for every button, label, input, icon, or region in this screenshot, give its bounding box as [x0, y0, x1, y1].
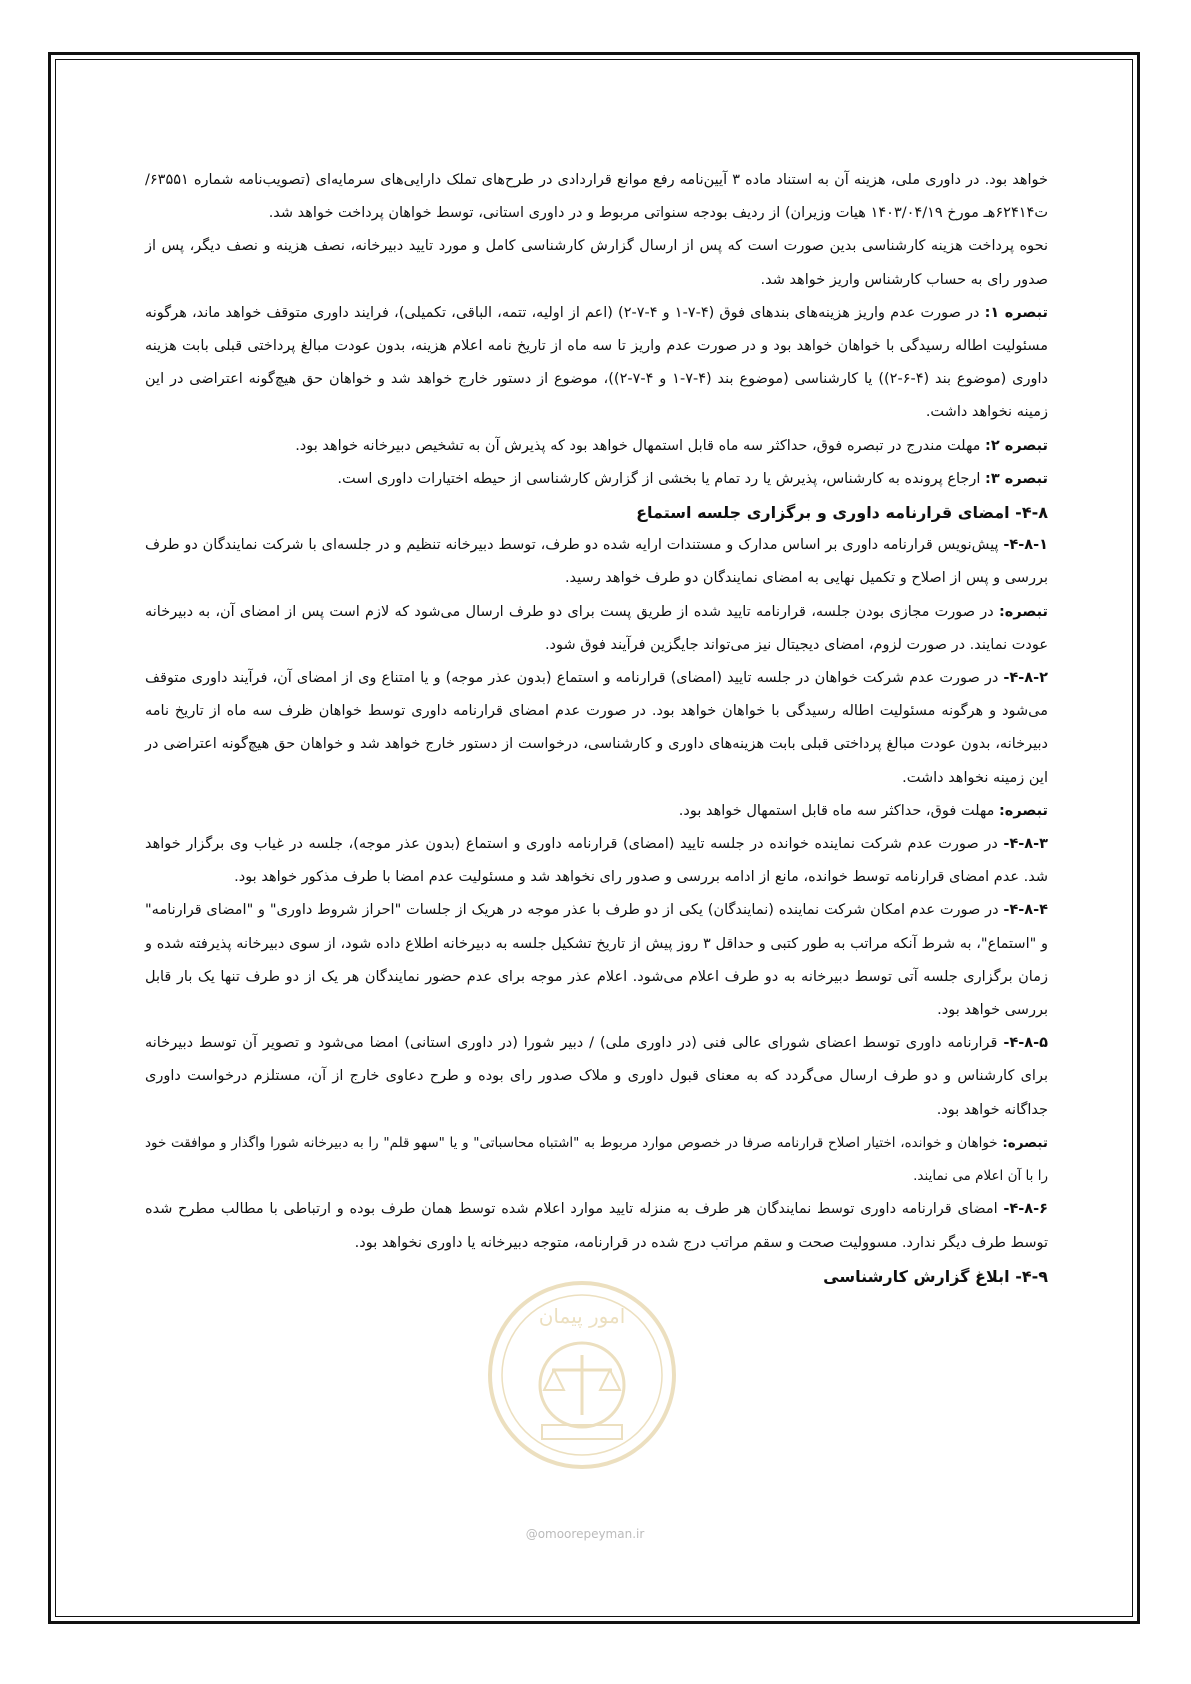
clause-4-8-2	[145, 662, 1048, 795]
clause-4-8-2-label: ۴-۸-۲-	[1003, 670, 1048, 687]
clause-4-8-6	[145, 1193, 1048, 1259]
section-heading-4-9: ۴-۹- ابلاغ گزارش کارشناسی	[823, 1266, 1048, 1286]
note-correction-label: تبصره:	[1002, 1134, 1048, 1151]
paragraph-cost-national: خواهد بود. در داوری ملی، هزینه آن به استناد ماده ۳ آیین‌نامه رفع موانع قراردادی در طرح‌های تملک دارایی‌های سرمایه‌ای (تصویب‌نامه شماره ۶۳۵۵۱/ت۶۲۴۱۴هـ مورخ ۱۴۰۳/۰۴/۱۹ هیات وزیران) از ردیف بودجه سنواتی مربوط و در داوری استانی، توسط خواهان پرداخت خواهد شد.	[145, 172, 1048, 222]
clause-4-8-6-text: امضای قرارنامه داوری توسط نمایندگان هر طرف به منزله تایید موارد اعلام شده توسط همان طرف بوده و ارتباطی با مطالب مطرح شده توسط طرف دیگر ندارد. مسوولیت صحت و سقم مراتب درج شده در قرارنامه، متوجه دبیرخانه یا داوری نخواهد بود.	[145, 1201, 1048, 1251]
note-2-label: تبصره ۲:	[985, 437, 1048, 454]
clause-4-8-4	[145, 894, 1048, 1027]
clause-4-8-4-label: ۴-۸-۴-	[1003, 902, 1048, 919]
omoore-peyman-logo-watermark	[482, 1275, 682, 1475]
clause-4-8-1	[145, 529, 1048, 595]
paragraph-payment-method: نحوه پرداخت هزینه کارشناسی بدین صورت است که پس از ارسال گزارش کارشناسی کامل و مورد تایید دبیرخانه، نصف هزینه و نصف دیگر، پس از صدور رای به حساب کارشناس واریز خواهد شد.	[145, 238, 1048, 288]
note-2	[145, 430, 1048, 463]
note-1-label: تبصره ۱:	[984, 304, 1048, 321]
note-virtual-text: در صورت مجازی بودن جلسه، قرارنامه تایید شده از طریق پست برای دو طرف ارسال می‌شود که لازم است پس از امضای آن، به دبیرخانه عودت نمایند. در صورت لزوم، امضای دیجیتال نیز می‌تواند جایگزین فرآیند فوق شود.	[145, 603, 1048, 653]
note-correction-text: خواهان و خوانده، اختیار اصلاح قرارنامه صرفا در خصوص موارد مربوط به "اشتباه محاسباتی" و یا "سهو قلم" را به دبیرخانه شورا واگذار و موافقت خود را با آن اعلام می نمایند.	[145, 1134, 1048, 1185]
clause-4-8-3-label: ۴-۸-۳-	[1003, 836, 1048, 853]
watermark-site: @omoorepeyman.ir	[525, 1527, 645, 1541]
note-1-text: در صورت عدم واریز هزینه‌های بندهای فوق (۴-۷-۱ و ۴-۷-۲) (اعم از اولیه، تتمه، الباقی، تکمیلی)، فرایند داوری متوقف خواهد ماند، هرگونه مسئولیت اطاله رسیدگی با خواهان خواهد بود و در صورت عدم واریز تا سه ماه از تاریخ نامه اعلام هزینه، بدون عودت مبالغ پرداختی قبلی بابت هزینه داوری (موضوع بند (۴-۶-۲)) یا کارشناسی (موضوع بند (۴-۷-۱ و ۴-۷-۲))، موضوع از دستور خارج خواهد شد و خواهان حق هیچ‌گونه اعتراضی در این زمینه نخواهد داشت.	[145, 304, 1048, 421]
note-deadline	[145, 795, 1048, 828]
note-1	[145, 297, 1048, 430]
document-body	[145, 164, 1048, 1293]
note-deadline-text: مهلت فوق، حداکثر سه ماه قابل استمهال خواهد بود.	[678, 802, 999, 819]
clause-4-8-5-text: قرارنامه داوری توسط اعضای شورای عالی فنی (در داوری ملی) / دبیر شورا (در داوری استانی) امضا می‌شود و تصویر آن توسط دبیرخانه برای کارشناس و دو طرف ارسال می‌گردد که به معنای قبول داوری و ملاک صدور رای بوده و طرح دعاوی خارج از آن، مستلزم درخواست داوری جداگانه خواهد بود.	[145, 1035, 1048, 1118]
clause-4-8-1-text: پیش‌نویس قرارنامه داوری بر اساس مدارک و مستندات ارایه شده دو طرف، توسط دبیرخانه تنظیم و در جلسه‌ای با شرکت نمایندگان دو طرف بررسی و پس از اصلاح و تکمیل نهایی به امضای نمایندگان دو طرف خواهد رسید.	[145, 537, 1048, 587]
note-3	[145, 463, 1048, 496]
clause-4-8-4-text: در صورت عدم امکان شرکت نماینده (نمایندگان) یکی از دو طرف با عذر موجه در هریک از جلسات "احراز شروط داوری" و "امضای قرارنامه" و "استماع"، به شرط آنکه مراتب به طور کتبی و حداقل ۳ روز پیش از تاریخ تشکیل جلسه به دبیرخانه اطلاع داده شود، از سوی دبیرخانه پذیرفته شده و زمان برگزاری جلسه آتی توسط دبیرخانه به دو طرف اعلام می‌شود. اعلام عذر موجه برای عدم حضور نمایندگان هر یک از دو طرف تنها یک بار قابل بررسی خواهد بود.	[145, 902, 1048, 1019]
clause-4-8-5	[145, 1027, 1048, 1127]
clause-4-8-6-label: ۴-۸-۶-	[1003, 1201, 1048, 1218]
note-3-text: ارجاع پرونده به کارشناس، پذیرش یا رد تمام یا بخشی از گزارش کارشناسی از حیطه اختیارات داوری است.	[337, 470, 986, 487]
note-virtual-session	[145, 596, 1048, 662]
note-correction	[145, 1127, 1048, 1193]
note-3-label: تبصره ۳:	[985, 470, 1048, 487]
note-virtual-label: تبصره:	[998, 603, 1048, 620]
section-heading-4-8: ۴-۸- امضای قرارنامه داوری و برگزاری جلسه استماع	[636, 503, 1048, 523]
note-2-text: مهلت مندرج در تبصره فوق، حداکثر سه ماه قابل استمهال خواهد بود که پذیرش آن به تشخیص دبیرخانه خواهد بود.	[295, 437, 986, 454]
clause-4-8-5-label: ۴-۸-۵-	[1003, 1035, 1048, 1052]
clause-4-8-3-text: در صورت عدم شرکت نماینده خوانده در جلسه تایید (امضای) قرارنامه داوری و استماع (بدون عذر موجه)، جلسه در غیاب وی برگزار خواهد شد. عدم امضای قرارنامه توسط خوانده، مانع از ادامه بررسی و صدور رای نخواهد شد و مسئولیت عدم امضا با طرف مذکور خواهد بود.	[145, 836, 1048, 886]
clause-4-8-2-text: در صورت عدم شرکت خواهان در جلسه تایید (امضای) قرارنامه و استماع (بدون عذر موجه) و یا امتناع وی از امضای آن، فرآیند داوری متوقف می‌شود و هرگونه مسئولیت اطاله رسیدگی با خواهان خواهد بود. در صورت عدم امضای قرارنامه داوری توسط خواهان ظرف سه ماه از تاریخ نامه دبیرخانه، بدون عودت مبالغ پرداختی قبلی بابت هزینه‌های داوری و کارشناسی، درخواست از دستور خارج خواهد شد و خواهان حق هیچ‌گونه اعتراضی در این زمینه نخواهد داشت.	[145, 670, 1048, 786]
note-deadline-label: تبصره:	[998, 802, 1048, 819]
clause-4-8-3	[145, 828, 1048, 894]
watermark-logo-text: امور پیمان	[538, 1304, 626, 1328]
clause-4-8-1-label: ۴-۸-۱-	[1003, 537, 1048, 554]
